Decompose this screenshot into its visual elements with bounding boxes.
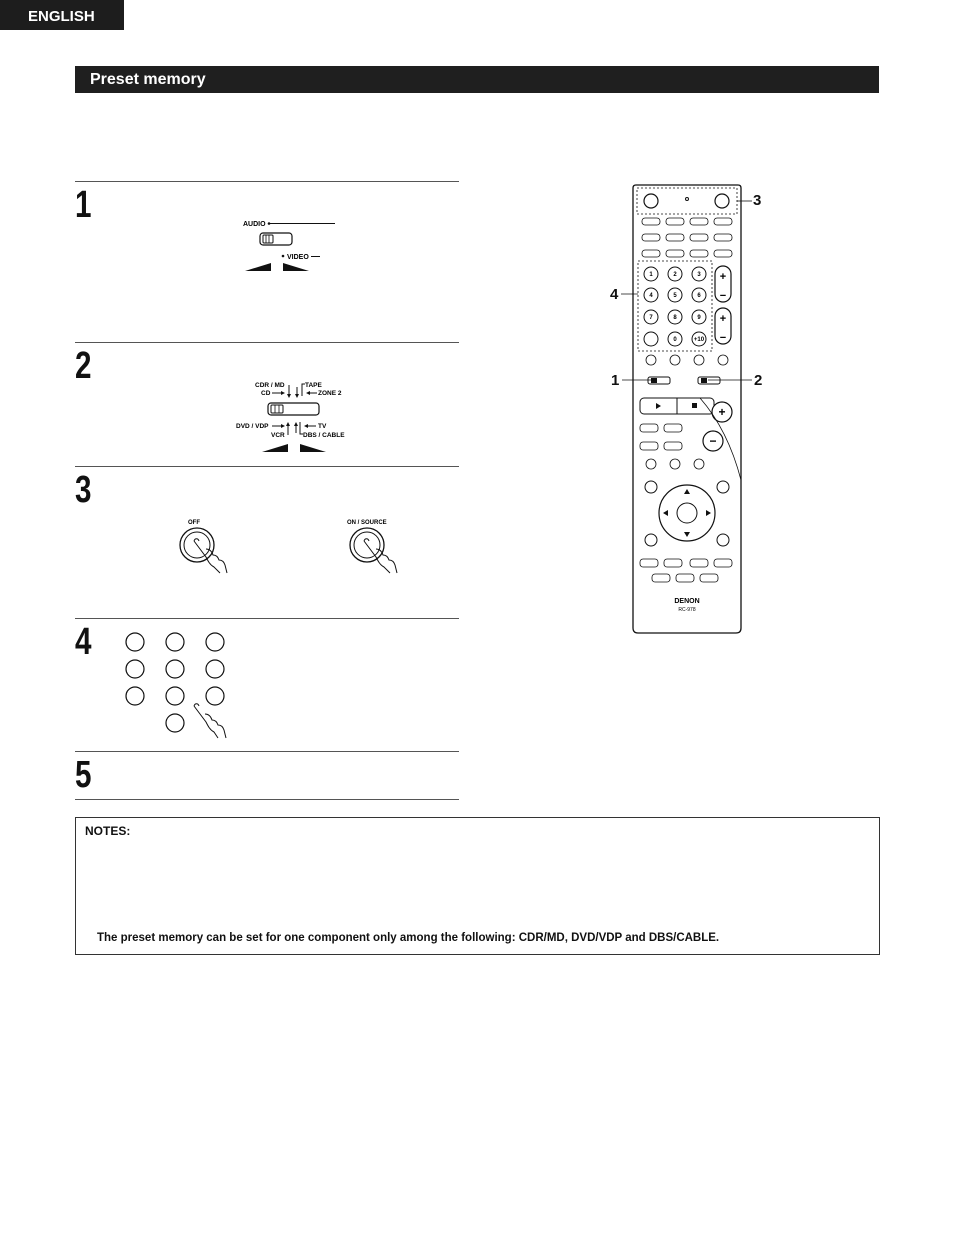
dvd-vdp-label: DVD / VDP: [236, 423, 269, 430]
remote-brand: DENON: [674, 598, 700, 605]
svg-text:5: 5: [673, 293, 677, 299]
language-tab: ENGLISH: [0, 0, 124, 30]
notes-title: NOTES:: [85, 824, 131, 838]
callout-1: 1: [611, 372, 620, 389]
svg-text:−: −: [719, 290, 727, 302]
section-title: Preset memory: [75, 66, 879, 93]
svg-text:8: 8: [673, 315, 677, 321]
svg-text:6: 6: [697, 293, 701, 299]
svg-text:0: 0: [673, 337, 677, 343]
vcr-label: VCR: [271, 432, 285, 439]
svg-text:2: 2: [673, 272, 677, 278]
cd-label: CD: [261, 390, 271, 397]
dbs-cable-label: DBS / CABLE: [303, 432, 345, 439]
tape-label: TAPE: [305, 382, 322, 389]
svg-text:−: −: [709, 434, 717, 448]
audio-video-switch-illustration: [235, 215, 345, 275]
number-keypad-illustration: [120, 630, 240, 740]
svg-text:+: +: [719, 313, 727, 325]
svg-text:7: 7: [649, 315, 653, 321]
step-1-rule: [75, 181, 459, 182]
remote-control-illustration: [600, 180, 780, 640]
cdr-md-label: CDR / MD: [255, 382, 285, 389]
on-source-button-illustration: [333, 515, 413, 577]
svg-text:+: +: [719, 271, 727, 283]
svg-text:9: 9: [697, 315, 701, 321]
svg-text:+: +: [718, 405, 726, 419]
callout-4: 4: [610, 286, 619, 303]
video-label: VIDEO: [287, 254, 309, 261]
notes-text: The preset memory can be set for one component only among the following: CDR/MD, DVD/VDP and DBS/CABLE.: [97, 932, 720, 944]
on-source-label: ON / SOURCE: [347, 520, 387, 526]
step-2-rule: [75, 342, 459, 343]
zone2-label: ZONE 2: [318, 390, 342, 397]
audio-label: AUDIO: [243, 221, 266, 228]
step-5-rule: [75, 751, 459, 752]
notes-box: [75, 817, 880, 955]
off-label: OFF: [188, 520, 200, 526]
step-number-5: 5: [75, 754, 92, 796]
step-number-4: 4: [75, 621, 92, 663]
step-number-2: 2: [75, 345, 92, 387]
remote-model: RC-978: [678, 607, 696, 613]
svg-text:1: 1: [649, 272, 653, 278]
step-number-1: 1: [75, 184, 92, 226]
step-3-rule: [75, 466, 459, 467]
svg-text:−: −: [719, 332, 727, 344]
step-4-rule: [75, 618, 459, 619]
function-switch-illustration: [230, 378, 360, 454]
off-button-illustration: [170, 515, 240, 577]
svg-text:+10: +10: [693, 337, 705, 343]
step-end-rule: [75, 799, 459, 800]
callout-3: 3: [753, 192, 762, 209]
tv-label: TV: [318, 423, 327, 430]
callout-2: 2: [754, 372, 763, 389]
svg-text:4: 4: [649, 293, 653, 299]
svg-text:3: 3: [697, 272, 701, 278]
step-number-3: 3: [75, 469, 92, 511]
